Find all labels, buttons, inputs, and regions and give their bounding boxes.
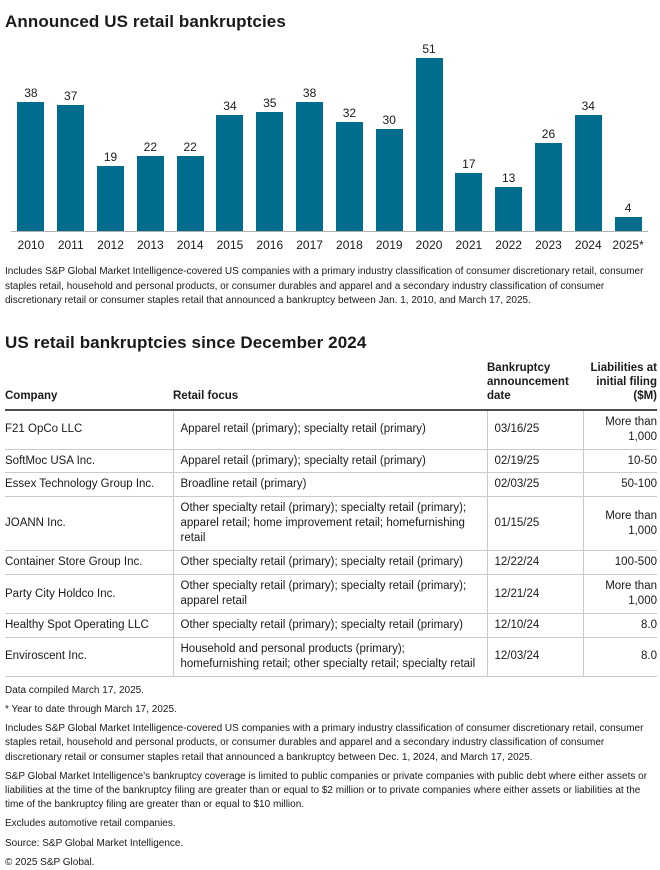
bar-value-label: 22 — [183, 140, 197, 155]
bar-value-label: 4 — [624, 201, 632, 216]
footnote-coverage: S&P Global Market Intelligence's bankruptcy coverage is limited to public companies or private companies with public debt where either assets or liabilities at the time of the bankruptcy filing are greater than or equal to $2 million or to private companies where either assets or liabilities at the time of the bankruptcy filing are greater than or equal to $10 million. — [5, 770, 648, 811]
chart-plot-area — [11, 40, 648, 232]
bar — [495, 187, 522, 231]
date-cell: 03/16/25 — [487, 410, 583, 449]
bar-column — [290, 87, 330, 231]
x-axis-tick: 2013 — [136, 238, 164, 252]
company-cell: Party City Holdco Inc. — [5, 575, 173, 614]
x-axis-tick: 2014 — [176, 238, 204, 252]
liabilities-cell: 8.0 — [583, 637, 657, 676]
liabilities-cell: 50-100 — [583, 473, 657, 497]
x-axis-tick: 2016 — [256, 238, 284, 252]
liabilities-cell: More than 1,000 — [583, 575, 657, 614]
table-row — [5, 449, 657, 473]
table-title: US retail bankruptcies since December 2024 — [5, 332, 367, 352]
bar-column — [608, 202, 648, 231]
retail-focus-cell: Other specialty retail (primary); specialty retail (primary); apparel retail; home improvement retail; homefurnishing retail — [173, 497, 487, 551]
company-cell: Enviroscent Inc. — [5, 637, 173, 676]
bar-value-label: 38 — [302, 85, 317, 100]
x-axis-tick: 2017 — [296, 238, 323, 252]
bar — [376, 129, 403, 231]
bar-column — [489, 172, 529, 231]
retail-focus-cell: Other specialty retail (primary); specialty retail (primary); apparel retail — [173, 575, 487, 614]
bar-column — [11, 87, 51, 231]
footnote-source: Source: S&P Global Market Intelligence. — [5, 837, 184, 849]
footnote-includes: Includes S&P Global Market Intelligence-covered US companies with a primary industry classification of consumer discretionary retail, consumer staples retail, household and personal products, or consumer durables and apparel and a secondary industry classification of consumer discretionary retail or consumer staples retail that announced a bankruptcy between Dec. 1, 2024, and March 17, 2025. — [5, 723, 644, 763]
bar — [177, 156, 204, 231]
table-row — [5, 497, 657, 551]
footnote-ytd: * Year to date through March 17, 2025. — [5, 704, 177, 715]
bar-value-label: 32 — [342, 106, 357, 121]
table-row — [5, 575, 657, 614]
x-axis-tick: 2019 — [375, 238, 403, 252]
x-axis-tick: 2021 — [455, 238, 483, 252]
table-row — [5, 410, 657, 449]
table-row — [5, 637, 657, 676]
footnote-excludes: Excludes automotive retail companies. — [5, 818, 176, 830]
bar-column — [210, 100, 250, 231]
x-axis-tick: 2010 — [17, 238, 45, 252]
company-cell: SoftMoc USA Inc. — [5, 449, 173, 473]
column-header-liabilities: Liabilities at initial filing ($M) — [583, 359, 657, 410]
bar — [137, 156, 164, 231]
bar-column — [409, 43, 449, 231]
x-axis-tick: 2020 — [415, 238, 443, 252]
liabilities-cell: More than 1,000 — [583, 410, 657, 449]
bar-column — [330, 107, 370, 231]
bar-value-label: 13 — [501, 170, 516, 185]
bar-column — [130, 141, 170, 231]
bar — [455, 173, 482, 231]
company-cell: F21 OpCo LLC — [5, 410, 173, 449]
bar — [296, 102, 323, 231]
bar-column — [170, 141, 210, 231]
company-cell: Container Store Group Inc. — [5, 551, 173, 575]
x-axis-tick: 2012 — [97, 238, 124, 252]
x-axis-tick: 2011 — [57, 238, 84, 252]
x-axis-tick: 2025* — [612, 238, 644, 252]
x-axis-tick: 2023 — [535, 238, 562, 252]
bar-chart — [11, 40, 648, 252]
bar-column — [51, 90, 91, 231]
bar — [57, 105, 84, 231]
table-row — [5, 614, 657, 638]
footnotes — [5, 684, 654, 870]
date-cell: 02/19/25 — [487, 449, 583, 473]
chart-footnote: Includes S&P Global Market Intelligence-covered US companies with a primary industry classification of consumer discretionary retail, consumer staples retail, household and personal products, or consumer durables and apparel and a secondary industry classification of consumer discretionary retail or consumer staples retail that announced a bankruptcy between Jan. 1, 2010, and March 17, 2025. — [5, 266, 644, 306]
bar-value-label: 17 — [462, 157, 476, 172]
bar-value-label: 37 — [64, 89, 78, 104]
column-header-announcement-date: Bankruptcy announcement date — [487, 359, 583, 410]
chart-title: Announced US retail bankruptcies — [5, 12, 286, 31]
bar — [97, 166, 124, 231]
bar — [575, 115, 602, 231]
bar-value-label: 34 — [581, 99, 595, 114]
bar-column — [91, 151, 131, 231]
bar-value-label: 34 — [223, 99, 237, 114]
bar-value-label: 19 — [103, 150, 118, 165]
x-axis-labels — [11, 238, 648, 252]
bar-column — [369, 114, 409, 231]
bar-column — [250, 97, 290, 231]
bar-column — [449, 158, 489, 231]
bar-value-label: 26 — [541, 126, 556, 141]
date-cell: 02/03/25 — [487, 473, 583, 497]
x-axis-tick: 2018 — [336, 238, 363, 252]
x-axis-tick: 2024 — [574, 238, 602, 252]
liabilities-cell: 10-50 — [583, 449, 657, 473]
liabilities-cell: 8.0 — [583, 614, 657, 638]
date-cell: 12/03/24 — [487, 637, 583, 676]
liabilities-cell: 100-500 — [583, 551, 657, 575]
bar — [615, 217, 642, 231]
bankruptcy-table — [5, 359, 657, 677]
company-cell: Healthy Spot Operating LLC — [5, 614, 173, 638]
bar-column — [529, 128, 569, 231]
bar-value-label: 22 — [143, 140, 158, 155]
footnote-data-compiled: Data compiled March 17, 2025. — [5, 684, 144, 696]
company-cell: JOANN Inc. — [5, 497, 173, 551]
retail-focus-cell: Household and personal products (primary); homefurnishing retail; other specialty retail; specialty retail — [173, 637, 487, 676]
bar-value-label: 30 — [382, 113, 396, 127]
date-cell: 12/22/24 — [487, 551, 583, 575]
bar — [416, 58, 443, 231]
bar-column — [568, 100, 608, 231]
retail-focus-cell: Apparel retail (primary); specialty retail (primary) — [173, 410, 487, 449]
bar — [17, 102, 44, 231]
x-axis-tick: 2015 — [216, 238, 244, 252]
table-row — [5, 551, 657, 575]
column-header-company: Company — [5, 359, 173, 410]
bar — [216, 115, 243, 231]
liabilities-cell: More than 1,000 — [583, 497, 657, 551]
table-header-row — [5, 359, 657, 410]
bar-value-label: 51 — [422, 41, 436, 56]
retail-focus-cell: Other specialty retail (primary); specialty retail (primary) — [173, 614, 487, 638]
x-axis-tick: 2022 — [495, 238, 522, 252]
bar — [535, 143, 562, 231]
date-cell: 12/21/24 — [487, 575, 583, 614]
table-row — [5, 473, 657, 497]
date-cell: 01/15/25 — [487, 497, 583, 551]
bar — [336, 122, 363, 231]
company-cell: Essex Technology Group Inc. — [5, 473, 173, 497]
column-header-retail-focus: Retail focus — [173, 359, 487, 410]
bar — [256, 112, 283, 231]
retail-focus-cell: Apparel retail (primary); specialty retail (primary) — [173, 449, 487, 473]
retail-focus-cell: Broadline retail (primary) — [173, 473, 487, 497]
retail-focus-cell: Other specialty retail (primary); specialty retail (primary) — [173, 551, 487, 575]
date-cell: 12/10/24 — [487, 614, 583, 638]
bar-value-label: 35 — [263, 96, 277, 110]
footnote-copyright: © 2025 S&P Global. — [5, 856, 95, 868]
bar-value-label: 38 — [24, 85, 38, 100]
